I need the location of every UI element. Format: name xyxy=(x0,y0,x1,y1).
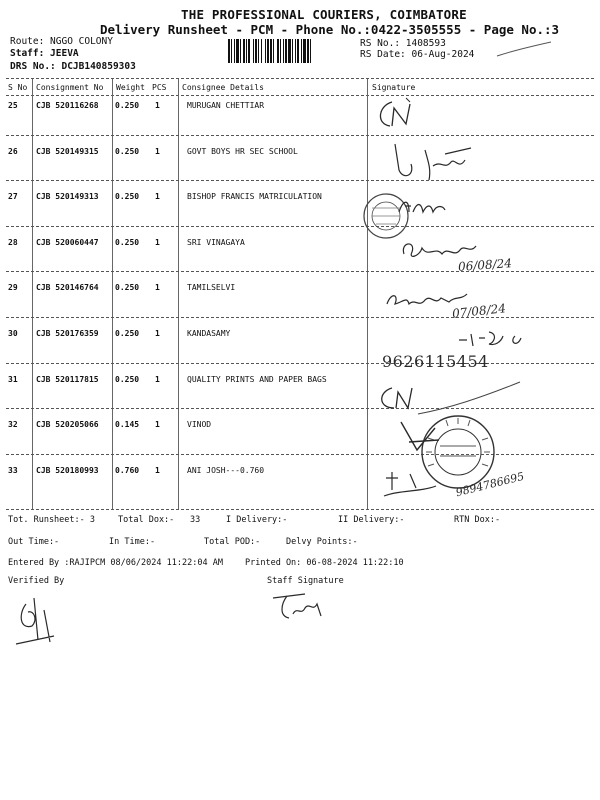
row-separator xyxy=(6,363,594,364)
cell-consignment: CJB 520149315 xyxy=(36,147,99,156)
total-dox-value: 33 xyxy=(190,515,201,525)
rs-number: RS No.: 1408593 xyxy=(360,38,446,49)
table-top-rule xyxy=(6,78,594,79)
col-header-signature: Signature xyxy=(372,83,416,92)
total-dox-label: Total Dox:- xyxy=(118,515,175,525)
rs-date: RS Date: 06-Aug-2024 xyxy=(360,49,475,60)
verified-by-signature xyxy=(8,590,58,650)
cell-weight: 0.250 xyxy=(115,238,140,247)
row-separator xyxy=(6,454,594,455)
staff-signature xyxy=(265,590,345,630)
cell-sno: 27 xyxy=(8,192,18,201)
drs-barcode xyxy=(228,39,354,63)
cell-consignment: CJB 520180993 xyxy=(36,466,99,475)
row-separator xyxy=(6,271,594,272)
cell-consignee: MURUGAN CHETTIAR xyxy=(187,101,265,110)
cell-pcs: 1 xyxy=(155,375,160,384)
cell-consignment: CJB 520146764 xyxy=(36,283,99,292)
i-delivery: I Delivery:- xyxy=(226,515,288,525)
cell-sno: 33 xyxy=(8,466,18,475)
ii-delivery: II Delivery:- xyxy=(338,515,405,525)
handwritten-date-row-29: 07/08/24 xyxy=(451,301,507,321)
signature-row-32 xyxy=(395,418,445,458)
entered-by: Entered By :RAJIPCM 08/06/2024 11:22:04 AM xyxy=(8,558,223,568)
table-bottom-rule xyxy=(6,509,594,510)
runsheet-subtitle: Delivery Runsheet - PCM - Phone No.:0422-3505555 - Page No.:3 xyxy=(100,22,560,37)
cell-weight: 0.145 xyxy=(115,420,140,429)
rtn-dox: RTN Dox:- xyxy=(454,515,501,525)
signature-row-25 xyxy=(370,96,430,136)
cell-consignee: VINOD xyxy=(187,420,212,429)
col-divider xyxy=(112,79,113,509)
signature-row-27 xyxy=(395,190,455,220)
col-header-consignment: Consignment No xyxy=(36,83,104,92)
cell-pcs: 1 xyxy=(155,420,160,429)
cell-weight: 0.250 xyxy=(115,329,140,338)
cell-consignee: SRI VINAGAYA xyxy=(187,238,245,247)
cell-sno: 32 xyxy=(8,420,18,429)
cell-pcs: 1 xyxy=(155,283,160,292)
total-runsheet: Tot. Runsheet:- 3 xyxy=(8,515,95,525)
col-divider xyxy=(178,79,179,509)
cell-weight: 0.250 xyxy=(115,283,140,292)
row-separator xyxy=(6,135,594,136)
cell-sno: 29 xyxy=(8,283,18,292)
cell-pcs: 1 xyxy=(155,192,160,201)
cell-sno: 25 xyxy=(8,101,18,110)
table-header-rule xyxy=(6,95,594,96)
drs-number: DRS No.: DCJB140859303 xyxy=(10,61,136,72)
cell-sno: 26 xyxy=(8,147,18,156)
col-divider xyxy=(367,79,368,509)
out-time: Out Time:- xyxy=(8,537,60,547)
col-divider xyxy=(32,79,33,509)
in-time: In Time:- xyxy=(109,537,156,547)
handwritten-date-row-28: 06/08/24 xyxy=(457,256,513,274)
cell-pcs: 1 xyxy=(155,466,160,475)
cell-consignee: GOVT BOYS HR SEC SCHOOL xyxy=(187,147,298,156)
col-header-sno: S No xyxy=(8,83,28,92)
delvy-points: Delvy Points:- xyxy=(286,537,358,547)
cell-pcs: 1 xyxy=(155,238,160,247)
handwritten-phone-row-33: 9894786695 xyxy=(454,469,526,500)
cell-pcs: 1 xyxy=(155,147,160,156)
cell-consignment: CJB 520176359 xyxy=(36,329,99,338)
cell-consignment: CJB 520149313 xyxy=(36,192,99,201)
handwritten-phone-row-30: 9626115454 xyxy=(382,352,489,371)
row-separator xyxy=(6,226,594,227)
row-separator xyxy=(6,317,594,318)
col-header-pcs: PCS xyxy=(152,83,167,92)
cell-weight: 0.760 xyxy=(115,466,140,475)
row-separator xyxy=(6,180,594,181)
cell-consignee: TAMILSELVI xyxy=(187,283,236,292)
cell-consignee: BISHOP FRANCIS MATRICULATION xyxy=(187,192,322,201)
cell-weight: 0.250 xyxy=(115,375,140,384)
signature-row-33 xyxy=(380,468,440,504)
cell-consignment: CJB 520205066 xyxy=(36,420,99,429)
col-header-consignee: Consignee Details xyxy=(182,83,264,92)
total-pod: Total POD:- xyxy=(204,537,261,547)
staff-signature-label: Staff Signature xyxy=(267,576,344,586)
staff-label: Staff: JEEVA xyxy=(10,48,79,59)
cell-consignee: ANI JOSH---0.760 xyxy=(187,466,265,475)
cell-sno: 30 xyxy=(8,329,18,338)
printed-on: Printed On: 06-08-2024 11:22:10 xyxy=(245,558,404,568)
signature-row-30 xyxy=(455,326,565,350)
cell-pcs: 1 xyxy=(155,101,160,110)
cell-consignment: CJB 520060447 xyxy=(36,238,99,247)
cell-consignee: KANDASAMY xyxy=(187,329,231,338)
barcode-bar xyxy=(311,39,313,63)
cell-weight: 0.250 xyxy=(115,147,140,156)
cell-weight: 0.250 xyxy=(115,101,140,110)
signature-row-26 xyxy=(385,140,485,190)
col-header-weight: Weight xyxy=(116,83,145,92)
cell-weight: 0.250 xyxy=(115,192,140,201)
cell-consignment: CJB 520116268 xyxy=(36,101,99,110)
pen-mark xyxy=(495,40,555,60)
verified-by-label: Verified By xyxy=(8,576,65,586)
company-title: THE PROFESSIONAL COURIERS, COIMBATORE xyxy=(181,7,467,22)
cell-consignment: CJB 520117815 xyxy=(36,375,99,384)
cell-sno: 31 xyxy=(8,375,18,384)
cell-pcs: 1 xyxy=(155,329,160,338)
cell-sno: 28 xyxy=(8,238,18,247)
route-label: Route: NGGO COLONY xyxy=(10,36,113,47)
cell-consignee: QUALITY PRINTS AND PAPER BAGS xyxy=(187,375,327,384)
